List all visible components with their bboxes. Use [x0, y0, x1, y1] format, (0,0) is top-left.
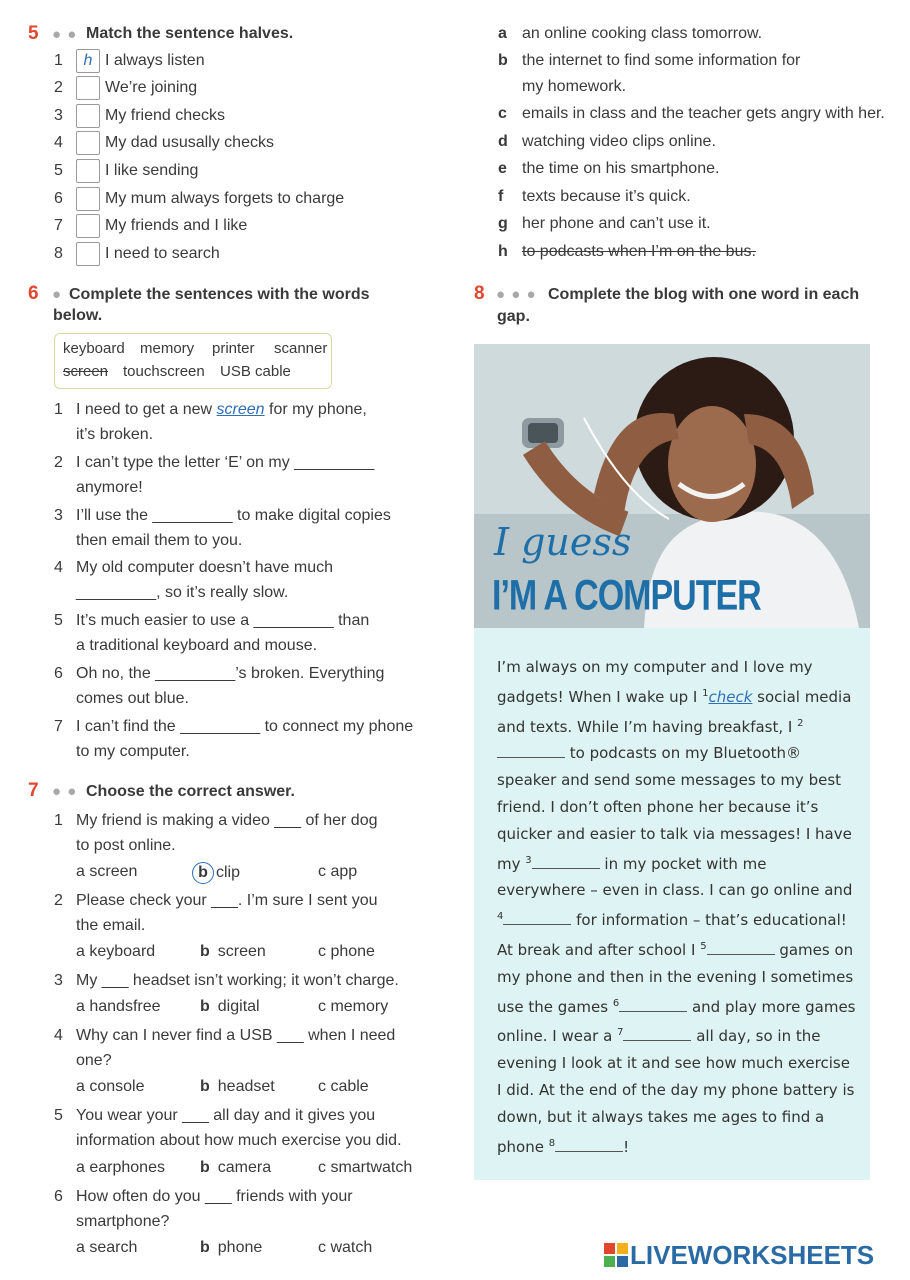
sentence-half: My mum always forgets to charge [105, 190, 345, 207]
blog-photo [474, 344, 870, 628]
selected-circle-icon: b [192, 862, 214, 884]
word-item: scanner [274, 340, 328, 357]
option-a[interactable]: a console [76, 1078, 145, 1095]
word-item: USB cable [220, 363, 291, 380]
item-number: 4 [54, 559, 63, 576]
answer-box[interactable] [76, 131, 100, 155]
exercise-5-number: 5 [28, 23, 39, 44]
ending-item: b the internet to find some information for [498, 52, 801, 69]
sentence-half: My dad ususally checks [105, 134, 274, 151]
list-item [54, 106, 78, 126]
answer-text[interactable]: check [708, 687, 753, 706]
option-a[interactable]: a keyboard [76, 943, 156, 960]
item-number: 7 [54, 217, 63, 234]
item-number: 5 [54, 612, 63, 629]
gap-field[interactable] [707, 940, 775, 955]
sentence-2: 2 I can’t type the letter ‘E’ on my _________ anymore! [54, 450, 434, 500]
answer-box[interactable] [76, 214, 100, 238]
answer-box[interactable] [76, 242, 100, 266]
gap-field[interactable] [619, 997, 687, 1012]
question-1: 1 My friend is making a video ___ of her dog to post online. [54, 812, 378, 854]
word-item: keyboard [63, 340, 125, 357]
question-5: 5 You wear your ___ all day and it gives you information about how much exercise you did. [54, 1107, 402, 1149]
gap-field[interactable] [623, 1026, 691, 1041]
headline-caps: I’M A COMPUTER [492, 572, 761, 620]
exercise-8-title-line2: gap. [497, 308, 530, 325]
gap-field[interactable] [503, 910, 571, 925]
item-number: 2 [54, 454, 63, 471]
answer-text[interactable]: screen [216, 401, 265, 418]
item-number: 4 [54, 134, 63, 151]
answer-box[interactable] [76, 187, 100, 211]
sentence-5: 5 It’s much easier to use a _________ than a traditional keyboard and mouse. [54, 608, 434, 658]
liveworksheets-logo: LIVEWORKSHEETS [604, 1240, 874, 1270]
question-3: 3 My ___ headset isn’t working; it won’t charge. [54, 972, 399, 989]
list-item [54, 133, 78, 153]
exercise-8-number: 8 [474, 283, 485, 304]
option-a[interactable]: a earphones [76, 1159, 165, 1176]
list-item [54, 51, 78, 71]
list-item [54, 78, 78, 98]
ending-item: f texts because it’s quick. [498, 188, 691, 205]
option-c[interactable]: c watch [318, 1239, 373, 1256]
ending-item: h to podcasts when I’m on the bus. [498, 243, 756, 260]
item-number: 6 [54, 190, 63, 207]
exercise-8-title: Complete the blog with one word in each [548, 286, 860, 303]
item-number: 3 [54, 107, 63, 124]
option-b-selected[interactable]: b clip [192, 862, 240, 884]
sentence-7: 7 I can’t find the _________ to connect my phone to my computer. [54, 714, 434, 764]
list-item [54, 161, 78, 181]
option-b[interactable]: b phone [200, 1239, 263, 1256]
option-c[interactable]: c app [318, 863, 358, 880]
gap-field[interactable] [532, 854, 600, 869]
option-c[interactable]: c phone [318, 943, 375, 960]
sentence-half: I always listen [105, 52, 205, 69]
item-number: 3 [54, 507, 63, 524]
list-item [54, 189, 78, 209]
option-b[interactable]: b headset [200, 1078, 275, 1095]
exercise-6-title-line2: below. [53, 307, 103, 324]
sentence-1: 1 I need to get a new screen for my phone, it’s broken. [54, 397, 434, 447]
list-item [54, 216, 78, 236]
option-a[interactable]: a screen [76, 863, 138, 880]
word-item: printer [212, 340, 255, 357]
ending-item: my homework. [522, 78, 627, 95]
ending-item: a an online cooking class tomorrow. [498, 25, 763, 42]
gap-field[interactable]: I’ll use the _________ to make digital copies [76, 507, 391, 524]
answer-box[interactable]: h [76, 49, 100, 73]
gap-field[interactable]: It’s much easier to use a _________ than [76, 612, 370, 629]
ending-item: c emails in class and the teacher gets angry with her. [498, 105, 885, 122]
option-a[interactable]: a handsfree [76, 998, 161, 1015]
headline-script: I guess [494, 520, 632, 564]
gap-field[interactable]: I can’t type the letter ‘E’ on my _________ [76, 454, 375, 471]
blog-panel [474, 628, 870, 1180]
ending-item: d watching video clips online. [498, 133, 716, 150]
gap-field[interactable] [555, 1137, 623, 1152]
answer-box[interactable] [76, 104, 100, 128]
item-number: 7 [54, 718, 63, 735]
item-number: 5 [54, 162, 63, 179]
exercise-5-title: Match the sentence halves. [86, 25, 294, 42]
option-c[interactable]: c cable [318, 1078, 369, 1095]
option-b[interactable]: b screen [200, 943, 266, 960]
blog-text: I’m always on my computer and I love my gadgets! When I wake up I $^1$check social media and texts. While I’m having breakfast, I $^2$ to podcasts on my Bluetooth® speaker and send some messages to my best friend. I don’t often phone her because it’s quicker and easier to talk via messages! I have my $^3$ in my pocket with me everywhere – even in class. I can go online and $^4$ for information – that’s educational! At break and after school I $^5$ games on my phone and then in the evening I sometimes use the games $^6$ and play more games online. I wear a $^7$ all day, so in the evening I look at it and see how much exercise I did. At the end of the day my phone battery is down, but it always takes me ages to find a phone $^8$ ! [497, 658, 856, 1156]
sentence-half: My friends and I like [105, 217, 248, 234]
sentence-half: We’re joining [105, 79, 198, 96]
sentence-4: 4 My old computer doesn’t have much _________, so it’s really slow. [54, 555, 434, 605]
option-a[interactable]: a search [76, 1239, 138, 1256]
sentence-6: 6 Oh no, the _________’s broken. Everything comes out blue. [54, 661, 434, 711]
answer-box[interactable] [76, 159, 100, 183]
gap-field[interactable] [497, 743, 565, 758]
item-number: 8 [54, 245, 63, 262]
gap-field[interactable]: I can’t find the _________ to connect my phone [76, 718, 414, 735]
option-b[interactable]: b camera [200, 1159, 272, 1176]
exercise-7-number: 7 [28, 780, 39, 801]
exercise-6-title: Complete the sentences with the words [69, 286, 370, 303]
difficulty-dots: ● ● ● [496, 286, 537, 303]
sentence-half: I like sending [105, 162, 199, 179]
option-b[interactable]: b digital [200, 998, 260, 1015]
item-number: 6 [54, 665, 63, 682]
item-number: 2 [54, 79, 63, 96]
difficulty-dots: ● [52, 286, 63, 303]
exercise-7-title: Choose the correct answer. [86, 783, 295, 800]
word-item: memory [140, 340, 195, 357]
sentence-half: My friend checks [105, 107, 226, 124]
question-4: 4 Why can I never find a USB ___ when I need one? [54, 1027, 396, 1069]
sentence-half: I need to search [105, 245, 220, 262]
word-item: screen [63, 363, 109, 380]
word-item: touchscreen [123, 363, 205, 380]
item-number: 1 [54, 52, 63, 69]
difficulty-dots: ● ● [52, 783, 78, 800]
ending-item: e the time on his smartphone. [498, 160, 720, 177]
option-c[interactable]: c smartwatch [318, 1159, 413, 1176]
item-number: 1 [54, 401, 63, 418]
gap-field[interactable]: _________, so it’s really slow. [76, 584, 289, 601]
difficulty-dots: ● ● [52, 26, 78, 43]
question-2: 2 Please check your ___. I’m sure I sent you the email. [54, 892, 378, 934]
logo-grid-icon [604, 1243, 628, 1267]
option-c[interactable]: c memory [318, 998, 389, 1015]
answer-box[interactable] [76, 76, 100, 100]
sentence-3: 3 I’ll use the _________ to make digital copies then email them to you. [54, 503, 434, 553]
ending-item: g her phone and can’t use it. [498, 215, 711, 232]
exercise-6-number: 6 [28, 283, 39, 304]
list-item [54, 244, 78, 264]
question-6: 6 How often do you ___ friends with your smartphone? [54, 1188, 353, 1230]
gap-field[interactable]: Oh no, the _________’s broken. Everything [76, 665, 385, 682]
word-bank [54, 333, 332, 389]
